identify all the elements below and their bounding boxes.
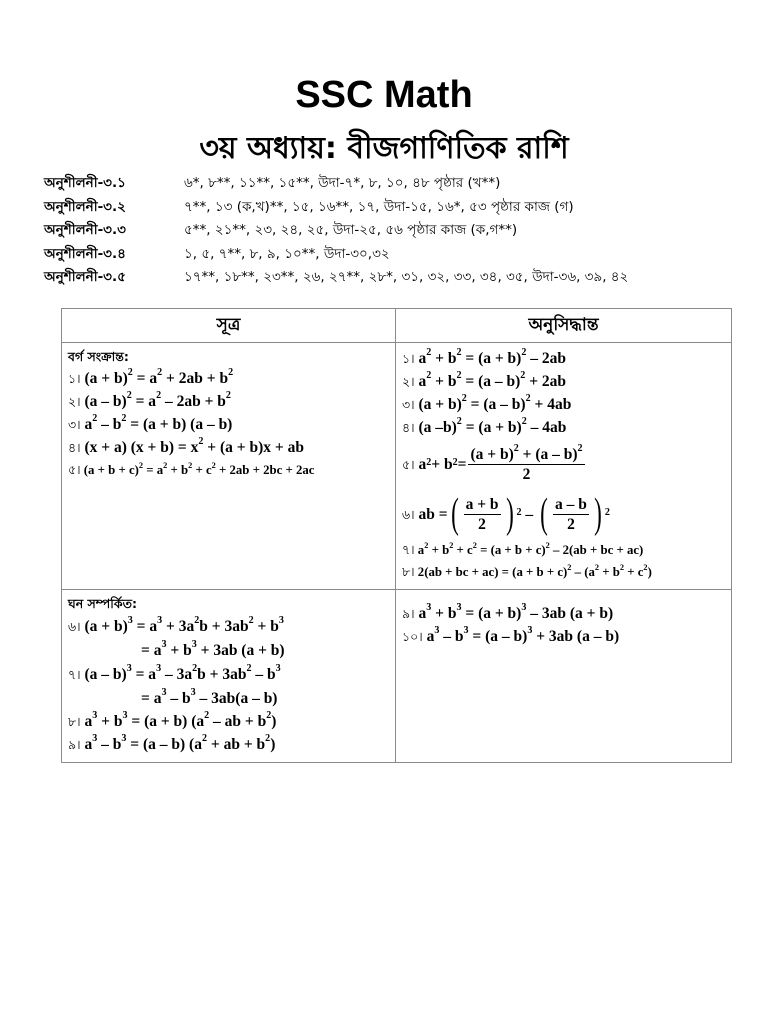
square-corollary: ৩। $(a + b)^2 = (a - b)^2 + 4ab$ xyxy=(402,393,572,413)
cube-formula: ৭। $(a - b)^3 = a^3 - 3a^2b + 3ab^2 - b^3$ xyxy=(68,663,281,683)
square-corollary: ২। $a^2 + b^2 = (a - b)^2 + 2ab$ xyxy=(402,370,567,390)
exercise-row xyxy=(44,219,744,243)
exercise-label: অনুশীলনী-৩.৫ xyxy=(44,269,126,286)
exercise-label: অনুশীলনী-৩.১ xyxy=(44,175,126,192)
exercise-row xyxy=(44,196,744,220)
square-formulas-cell xyxy=(62,343,396,590)
exercise-problems: ৭**, ১৩ (ক,খ)**, ১৫, ১৬**, ১৭, উদা-১৫, ১৬*, ৫৩ পৃষ্ঠার কাজ (গ) xyxy=(184,198,574,215)
cube-formula: ৮। $a^3 + b^3 = (a + b)$ ($a^2$ – ab + $b^2$) xyxy=(68,710,277,730)
square-corollary: ৫। a $^2$ + b $^2$ = $\frac{(a + b)^2 + (a - b)^2}{2}$ xyxy=(402,442,583,483)
exercise-problems: ৫**, ২১**, ২৩, ২৪, ২৫, উদা-২৫, ৫৬ পৃষ্ঠার কাজ (ক,গ**) xyxy=(184,222,518,239)
cube-row xyxy=(62,590,732,763)
cube-section-heading: ঘন সম্পর্কিত: xyxy=(68,596,137,611)
square-corollary: ৬। ab = ( $\frac{a + b}{2}$ ) $^2$ – ( $\frac{a - b}{2}$ ) $^2$ xyxy=(402,491,610,537)
square-formula: ৫। $(a + b + c)^2 = a^2 + b^2 + c^2 + 2ab + 2bc + 2ac$ xyxy=(68,460,315,477)
exercise-row xyxy=(44,243,744,267)
corollary-column-header: অনুসিদ্ধান্ত xyxy=(396,309,732,343)
square-corollaries-cell xyxy=(396,343,732,590)
exercise-row xyxy=(44,172,744,196)
square-formula: ৪। (x + a) $(x + b) = x^2 + (a + b)x$ + ab xyxy=(68,436,304,456)
chapter-title: ৩য় অধ্যায়: বীজগাণিতিক রাশি xyxy=(199,131,569,166)
square-formula: ৩। $a^2 - b^2 = (a + b)$ (a – b) xyxy=(68,413,233,433)
cube-corollary: ১০। $a^3 - b^3 = (a - b)^3 + 3ab$ (a – b) xyxy=(402,625,620,645)
cube-corollaries-cell xyxy=(396,590,732,763)
cube-formula: = $a^3 - b^3 - 3ab(a - b)$ xyxy=(141,687,278,707)
formula-table xyxy=(61,308,732,763)
exercise-problems: ১৭**, ১৮**, ২৩**, ২৬, ২৭**, ২৮*, ৩১, ৩২, ৩৩, ৩৪, ৩৫, উদা-৩৬, ৩৯, ৪২ xyxy=(184,269,629,286)
exercise-problems: ১, ৫, ৭**, ৮, ৯, ১০**, উদা-৩০,৩২ xyxy=(184,245,390,262)
exercise-label: অনুশীলনী-৩.৪ xyxy=(44,245,126,262)
exercise-list xyxy=(44,172,744,290)
square-formula: ২। $(a - b)^2 = a^2 - 2ab + b^2$ xyxy=(68,390,231,410)
page-title: SSC Math xyxy=(295,74,473,116)
exercise-label: অনুশীলনী-৩.২ xyxy=(44,198,126,215)
fraction: $\frac{a + b}{2}$ xyxy=(465,495,499,533)
square-corollary: ৮। 2(ab + bc + $ac) = (a + b + c)^2 - (a^2 + b^2 + c^2)$ xyxy=(402,562,652,579)
cube-formulas-cell xyxy=(62,590,396,763)
square-row xyxy=(62,343,732,590)
cube-formula: ৯। $a^3 - b^3 = (a - b) (a^2$ + ab + $b^2$) xyxy=(68,733,276,753)
square-corollary: ১। $a^2 + b^2 = (a + b)^2 - 2ab$ xyxy=(402,347,566,367)
square-formula: ১। $(a + b)^2 = a^2 + 2ab + b^2$ xyxy=(68,367,234,387)
cube-formula: ৬। $(a + b)^3 = a^3 + 3a^2b + 3ab^2 + b^3$ xyxy=(68,615,284,635)
exercise-row xyxy=(44,266,744,290)
table-header-row xyxy=(62,309,732,343)
exercise-problems: ৬*, ৮**, ১১**, ১৫**, উদা-৭*, ৮, ১০, ৪৮ পৃষ্ঠার (খ**) xyxy=(184,175,501,192)
fraction: $\frac{a - b}{2}$ xyxy=(555,495,587,533)
square-corollary: ৭। $a^2 + b^2 + c^2 = (a + b + c)^2 - 2(ab$ + bc + ac) xyxy=(402,540,644,557)
square-corollary: ৪। (a $-b)^2 = (a + b)^2 - 4ab$ xyxy=(402,416,567,436)
cube-formula: = $a^3 + b^3 + 3ab$ (a + b) xyxy=(141,639,285,659)
square-section-heading: বর্গ সংক্রান্ত: xyxy=(68,349,129,364)
cube-corollary: ৯। $a^3 + b^3 = (a + b)^3 - 3ab$ (a + b) xyxy=(402,602,614,622)
exercise-label: অনুশীলনী-৩.৩ xyxy=(44,222,126,239)
formula-column-header: সূত্র xyxy=(62,309,396,343)
fraction: $\frac{(a + b)^2 + (a - b)^2}{2}$ xyxy=(470,442,583,483)
